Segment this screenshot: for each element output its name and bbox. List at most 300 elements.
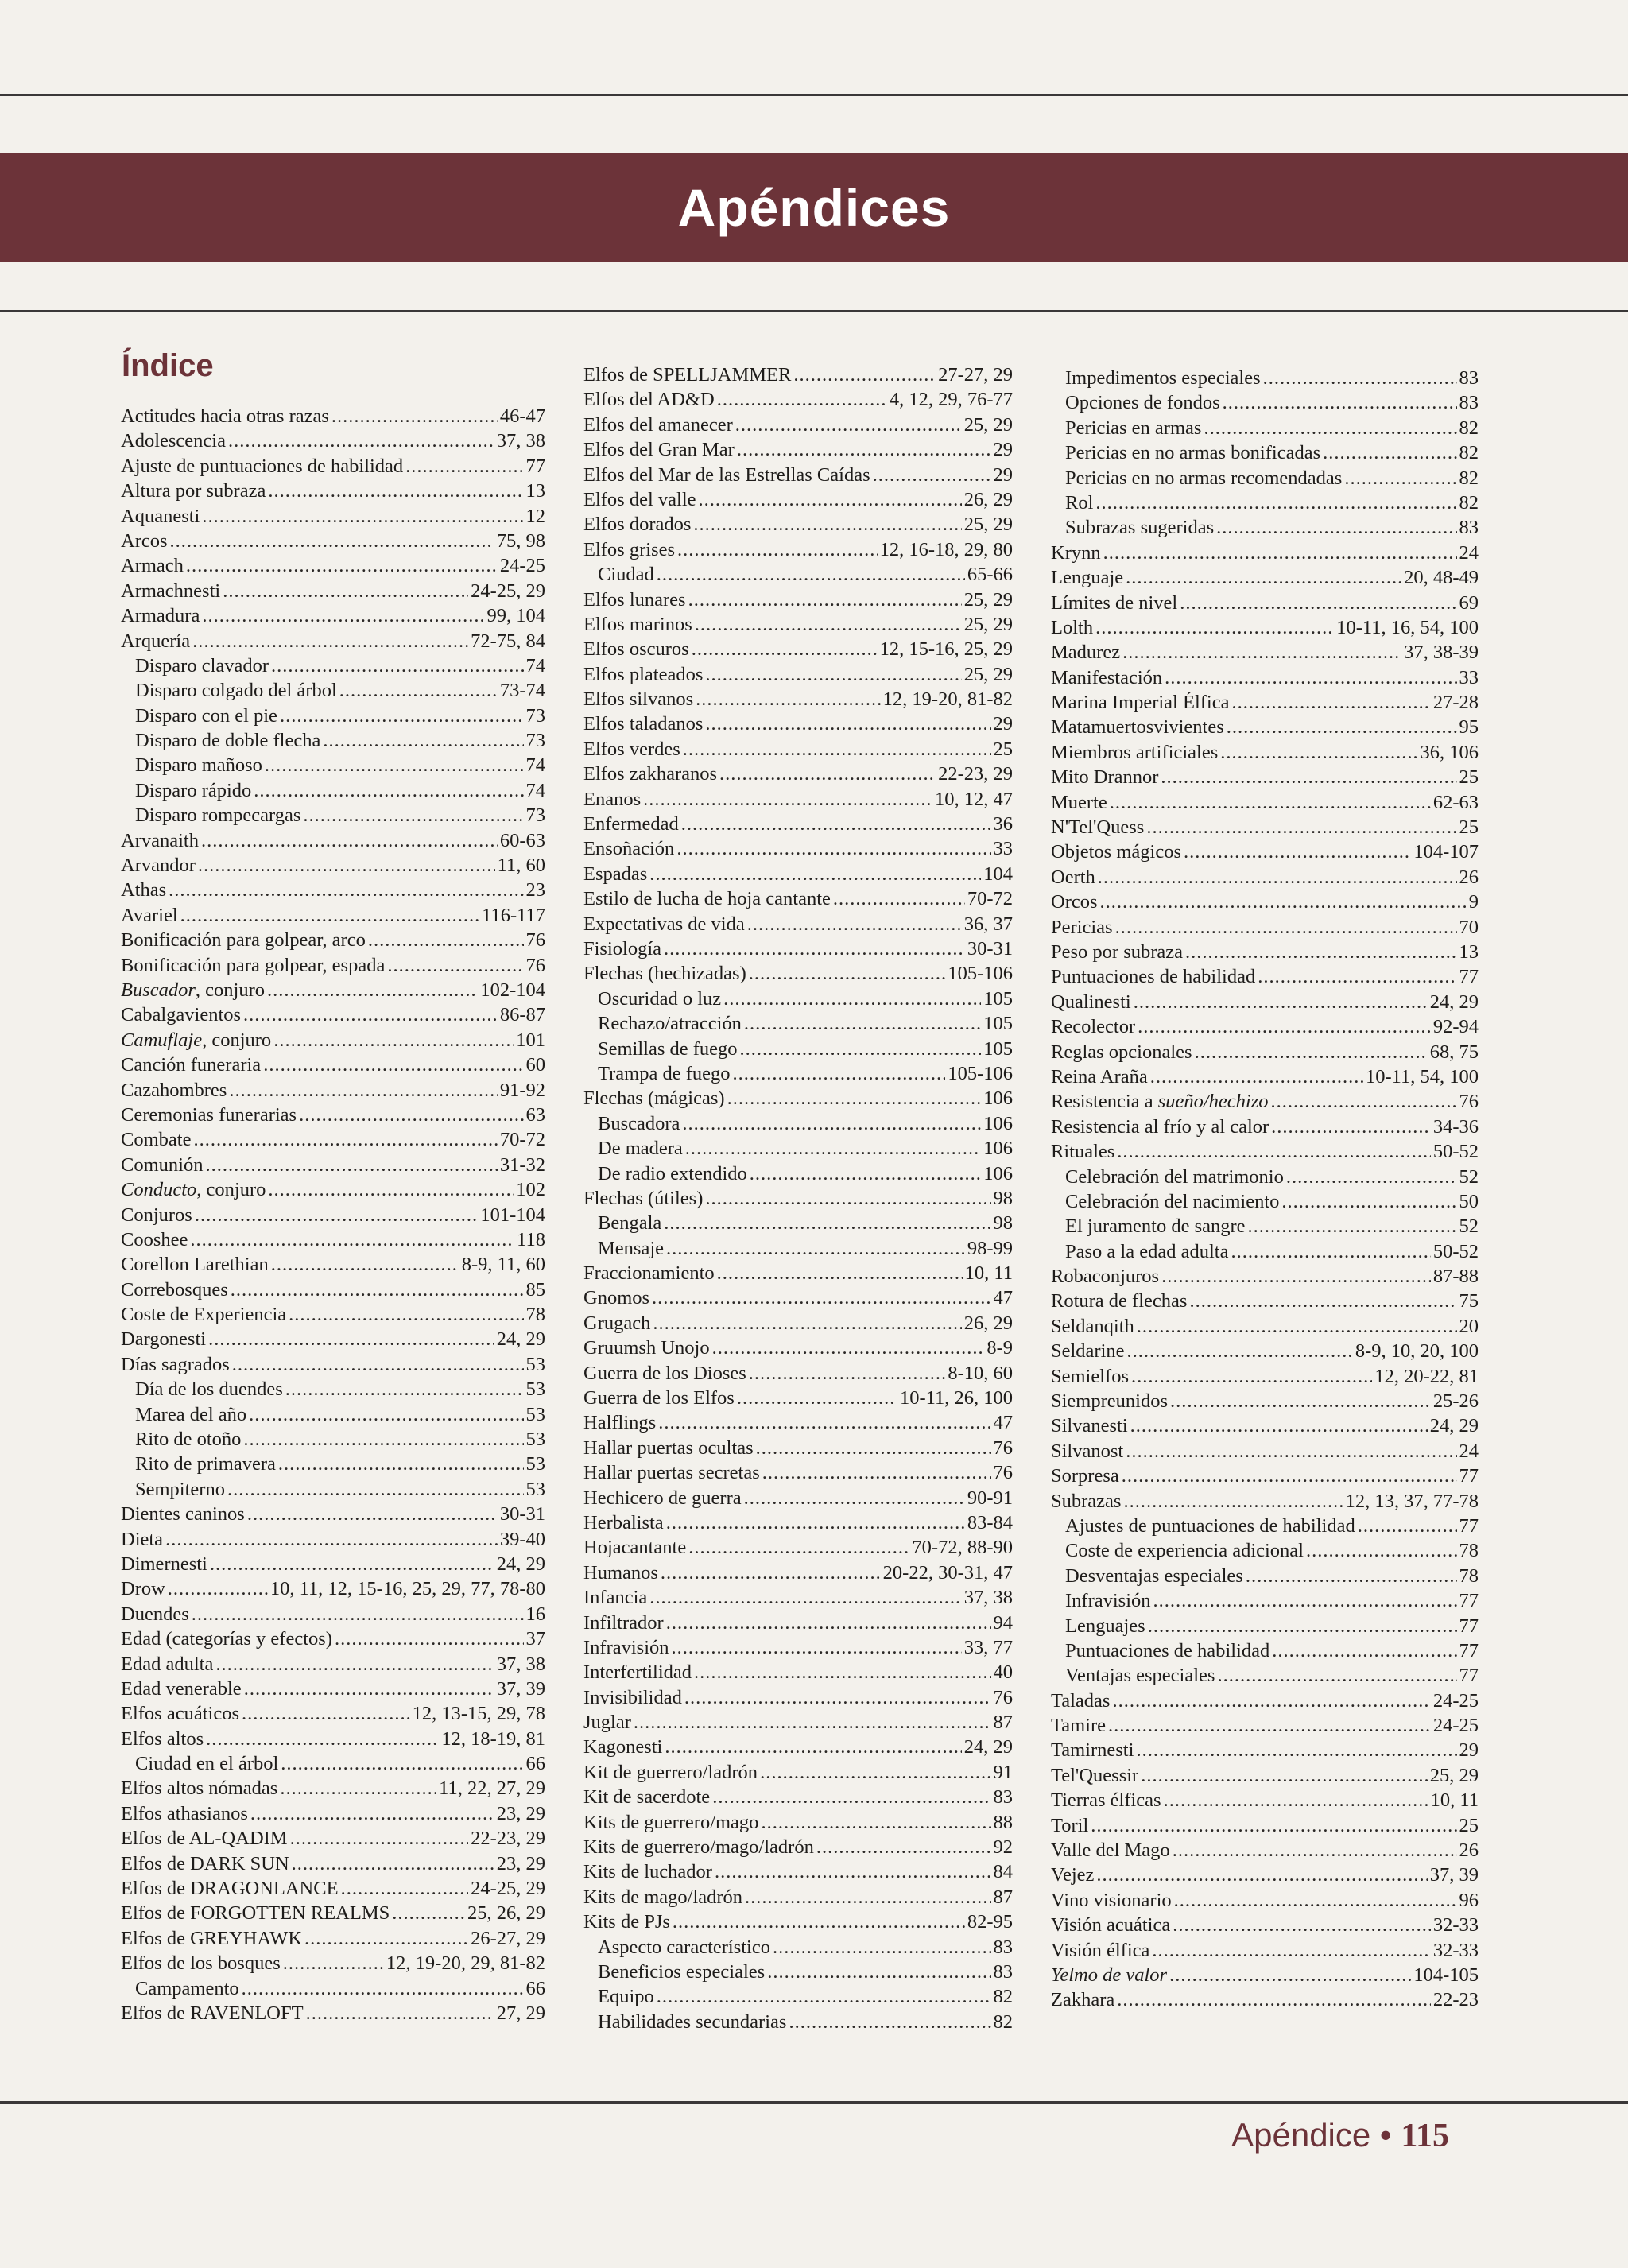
leader-dots [816, 1835, 991, 1859]
leader-dots [773, 1935, 991, 1960]
index-pages: 34-36 [1432, 1115, 1479, 1138]
index-term: Elfos de DRAGONLANCE [121, 1878, 339, 1900]
index-pages: 101 [516, 1029, 545, 1051]
index-entry [583, 1835, 1013, 1859]
index-pages: 102-104 [480, 979, 545, 1001]
leader-dots [1117, 1139, 1431, 1164]
index-pages: 40 [993, 1661, 1013, 1684]
leader-dots [1148, 1614, 1457, 1638]
index-term: Canción funeraria [121, 1054, 262, 1076]
index-pages: 25, 26, 29 [467, 1902, 545, 1925]
index-term: Adolescencia [121, 430, 226, 452]
index-term: Resistencia a sueño/hechizo [1051, 1091, 1269, 1113]
leader-dots [727, 1086, 982, 1111]
leader-dots [705, 662, 961, 687]
leader-dots [712, 1336, 985, 1360]
index-pages: 25-26 [1432, 1390, 1479, 1413]
index-term: Visión acuática [1051, 1914, 1171, 1937]
index-term: Edad venerable [121, 1677, 242, 1700]
index-pages: 50 [1459, 1190, 1479, 1212]
index-term: Bonificación para golpear, espada [121, 954, 386, 976]
index-entry [1051, 1115, 1479, 1139]
index-term: Orcos [1051, 891, 1098, 913]
index-term: Juglar [583, 1712, 631, 1734]
index-pages: 68, 75 [1429, 1041, 1479, 1063]
index-entry [121, 529, 545, 553]
index-term: Paso a la edad adulta [1065, 1240, 1229, 1262]
index-term: Combate [121, 1129, 192, 1151]
leader-dots [688, 587, 962, 612]
index-term: Disparo rápido [135, 779, 252, 801]
index-entry [583, 2010, 1013, 2034]
index-entry [121, 1502, 545, 1526]
leader-dots [193, 1127, 497, 1152]
index-term: Madurez [1051, 642, 1121, 664]
index-pages: 11, 60 [497, 855, 545, 877]
index-term: Flechas (mágicas) [583, 1087, 725, 1110]
index-pages: 10-11, 54, 100 [1366, 1065, 1479, 1087]
leader-dots [833, 886, 965, 911]
index-entry [583, 1960, 1013, 1984]
index-pages: 101-104 [480, 1204, 545, 1226]
leader-dots [793, 362, 936, 387]
index-pages: 52 [1459, 1215, 1479, 1238]
index-entry [1051, 1413, 1479, 1438]
index-pages: 10-11, 16, 54, 100 [1336, 616, 1479, 638]
leader-dots [210, 1552, 494, 1576]
index-entry [1051, 1264, 1479, 1289]
index-term: Celebración del nacimiento [1065, 1190, 1280, 1212]
leader-dots [760, 1760, 990, 1785]
index-entry [583, 1361, 1013, 1386]
index-pages: 24, 29 [963, 1736, 1013, 1758]
index-entry [583, 1984, 1013, 2009]
index-entry [583, 1535, 1013, 1560]
index-pages: 104-107 [1413, 841, 1479, 863]
index-pages: 9 [1468, 891, 1479, 913]
leader-dots [1112, 1688, 1430, 1713]
index-entry [583, 762, 1013, 786]
leader-dots [1195, 1040, 1428, 1064]
leader-dots [168, 1576, 268, 1601]
leader-dots [1108, 1713, 1431, 1738]
leader-dots [268, 479, 523, 503]
index-term: Día de los duendes [135, 1378, 283, 1401]
page-number: 115 [1401, 2118, 1449, 2154]
index-pages: 24-25 [1432, 1715, 1479, 1737]
index-pages: 12, 16-18, 29, 80 [879, 538, 1013, 560]
leader-dots [694, 1660, 990, 1685]
leader-dots [303, 803, 523, 828]
index-pages: 105-106 [948, 963, 1013, 985]
leader-dots [735, 413, 962, 437]
index-entry [121, 1127, 545, 1152]
leader-dots [1184, 839, 1411, 864]
index-entry [583, 987, 1013, 1011]
index-pages: 22-23 [1432, 1989, 1479, 2011]
index-term: Qualinesti [1051, 991, 1131, 1013]
index-pages: 73 [525, 704, 545, 727]
leader-dots [1223, 390, 1457, 415]
index-pages: 24-25 [1432, 1689, 1479, 1712]
index-term: Krynn [1051, 541, 1101, 564]
leader-dots [304, 1926, 468, 1951]
index-entry [121, 1976, 545, 2001]
index-entry [121, 1078, 545, 1103]
index-pages: 70-72, 88-90 [912, 1537, 1013, 1559]
index-pages: 65-66 [967, 564, 1013, 586]
index-term: Buscadora [598, 1112, 680, 1134]
index-pages: 62-63 [1432, 791, 1479, 813]
leader-dots [1258, 964, 1456, 989]
leader-dots [732, 1061, 945, 1086]
leader-dots [676, 836, 990, 861]
index-entry [583, 1086, 1013, 1111]
index-entry [121, 579, 545, 603]
index-pages: 99, 104 [486, 605, 545, 627]
index-entry [583, 1061, 1013, 1086]
index-pages: 10, 11 [964, 1262, 1013, 1285]
index-pages: 22-23, 29 [938, 763, 1013, 785]
index-entry [583, 1885, 1013, 1909]
index-term: Hojacantante [583, 1537, 687, 1559]
index-term: Pericias en no armas bonificadas [1065, 442, 1321, 464]
index-pages: 77 [1459, 1514, 1479, 1537]
index-pages: 8-10, 60 [948, 1362, 1013, 1384]
index-term: Aspecto característico [598, 1936, 770, 1958]
index-pages: 30-31 [499, 1503, 545, 1526]
leader-dots [265, 753, 524, 777]
leader-dots [1136, 1738, 1456, 1762]
leader-dots [1098, 865, 1457, 890]
index-term: Hechicero de guerra [583, 1487, 742, 1509]
index-term: Trampa de fuego [598, 1062, 731, 1084]
index-pages: 88 [993, 1811, 1013, 1833]
leader-dots [666, 1611, 991, 1635]
leader-dots [1169, 1963, 1411, 1987]
leader-dots [1095, 490, 1456, 515]
index-pages: 106 [983, 1162, 1013, 1184]
leader-dots [1180, 591, 1456, 615]
index-term: Infiltrador [583, 1611, 664, 1634]
index-entry [1051, 1289, 1479, 1313]
index-term: Elfos verdes [583, 738, 680, 760]
leader-dots [244, 1677, 494, 1701]
leader-dots [789, 2010, 990, 2034]
leader-dots [1150, 1064, 1363, 1089]
index-term: Elfos lunares [583, 588, 686, 611]
index-term: Elfos de los bosques [121, 1952, 281, 1975]
index-term: Oscuridad o luz [598, 987, 722, 1010]
leader-dots [1122, 640, 1401, 665]
index-term: Elfos grises [583, 538, 675, 560]
index-entry [121, 653, 545, 678]
leader-dots [749, 961, 946, 986]
index-term: Siempreunidos [1051, 1390, 1168, 1413]
index-pages: 77 [1459, 1665, 1479, 1687]
index-term: Ensoñación [583, 838, 675, 860]
index-entry [121, 1053, 545, 1077]
leader-dots [198, 853, 495, 878]
leader-dots [206, 1727, 439, 1751]
index-entry [583, 637, 1013, 661]
index-entry [1051, 1439, 1479, 1464]
index-term: Visión élfica [1051, 1939, 1150, 1961]
index-term: Enfermedad [583, 813, 679, 835]
index-term: Kit de guerrero/ladrón [583, 1761, 758, 1783]
leader-dots [1344, 466, 1456, 490]
index-term: Edad adulta [121, 1653, 214, 1675]
index-term: Kit de sacerdote [583, 1786, 711, 1809]
index-pages: 74 [525, 779, 545, 801]
index-entry [121, 553, 545, 578]
index-entry [583, 1136, 1013, 1161]
leader-dots [271, 653, 523, 678]
leader-dots [699, 487, 962, 512]
index-pages: 85 [525, 1278, 545, 1301]
leader-dots [280, 1776, 436, 1801]
index-entry [121, 1552, 545, 1576]
index-entry [1051, 1214, 1479, 1239]
index-entry [121, 928, 545, 952]
index-entry [1051, 1339, 1479, 1363]
index-pages: 63 [525, 1103, 545, 1126]
index-term: Rito de otoño [135, 1429, 242, 1451]
index-entry [583, 862, 1013, 886]
index-entry [583, 687, 1013, 711]
index-term: Marea del año [135, 1403, 247, 1425]
index-pages: 72-75, 84 [471, 630, 545, 652]
index-entry [1051, 1189, 1479, 1214]
index-term: Kagonesti [583, 1736, 663, 1758]
index-entry [583, 512, 1013, 537]
index-term: Taladas [1051, 1689, 1111, 1712]
index-pages: 25 [1459, 816, 1479, 839]
index-term: Edad (categorías y efectos) [121, 1628, 332, 1650]
index-term: Rotura de flechas [1051, 1290, 1188, 1312]
index-term: Elfos marinos [583, 613, 692, 635]
index-pages: 12, 13-15, 29, 78 [412, 1703, 545, 1725]
index-term: Coste de Experiencia [121, 1304, 287, 1326]
index-term: Ciudad [598, 564, 654, 586]
index-entry [583, 1436, 1013, 1460]
index-pages: 66 [525, 1977, 545, 1999]
index-column-3 [1051, 366, 1479, 2013]
leader-dots [292, 1851, 494, 1876]
index-term: Conducto, conjuro [121, 1179, 266, 1201]
index-term: Sempiterno [135, 1478, 225, 1500]
index-entry [583, 1336, 1013, 1360]
index-column-1 [121, 404, 545, 2026]
index-entry [121, 479, 545, 503]
leader-dots [1220, 740, 1417, 765]
index-term: Marina Imperial Élfica [1051, 692, 1230, 714]
index-entry [583, 961, 1013, 986]
index-pages: 37, 39 [496, 1677, 545, 1700]
index-entry [121, 1951, 545, 1975]
index-pages: 20, 48-49 [1404, 567, 1479, 589]
index-pages: 83 [1459, 367, 1479, 389]
index-pages: 26-27, 29 [471, 1927, 545, 1949]
index-entry [1051, 515, 1479, 540]
index-entry [1051, 615, 1479, 640]
leader-dots [249, 1402, 523, 1427]
leader-dots [202, 504, 523, 529]
index-term: Sorpresa [1051, 1465, 1119, 1487]
index-pages: 8-9, 10, 20, 100 [1355, 1340, 1479, 1363]
index-pages: 83-84 [967, 1511, 1013, 1533]
index-pages: 25 [993, 738, 1013, 760]
index-entry [583, 1410, 1013, 1435]
leader-dots [649, 1585, 962, 1610]
leader-dots [1161, 1264, 1431, 1289]
leader-dots [685, 1136, 981, 1161]
index-entry [1051, 1863, 1479, 1887]
index-entry [1051, 1538, 1479, 1563]
index-entry [583, 1285, 1013, 1310]
index-entry [1051, 690, 1479, 715]
index-pages: 12, 19-20, 81-82 [882, 688, 1013, 711]
index-entry [583, 1211, 1013, 1235]
index-entry [121, 1477, 545, 1502]
index-entry [121, 1377, 545, 1402]
index-pages: 91 [993, 1761, 1013, 1783]
index-entry [1051, 740, 1479, 765]
index-entry [583, 562, 1013, 587]
index-pages: 13 [1459, 940, 1479, 963]
index-term: Aquanesti [121, 505, 200, 527]
index-pages: 116-117 [482, 904, 545, 926]
leader-dots [281, 1751, 523, 1776]
index-pages: 23, 29 [496, 1852, 545, 1874]
index-term: Ajuste de puntuaciones de habilidad [121, 455, 404, 477]
index-term: Mito Drannor [1051, 766, 1159, 789]
index-pages: 8-9 [986, 1337, 1013, 1359]
index-entry [1051, 1788, 1479, 1812]
leader-dots [392, 1901, 465, 1925]
leader-dots [677, 537, 878, 562]
leader-dots [756, 1436, 991, 1460]
index-entry [121, 903, 545, 928]
index-entry [121, 1876, 545, 1901]
index-entry [583, 537, 1013, 562]
leader-dots [1281, 1189, 1456, 1214]
index-entry [1051, 1913, 1479, 1937]
index-entry [121, 1701, 545, 1726]
header-rule [0, 310, 1628, 312]
index-entry [121, 1901, 545, 1925]
leader-dots [223, 579, 468, 603]
index-entry [583, 1111, 1013, 1136]
index-pages: 78 [1459, 1540, 1479, 1562]
index-term: Seldarine [1051, 1340, 1125, 1363]
index-pages: 24-25 [499, 555, 545, 577]
leader-dots [1323, 440, 1456, 465]
index-entry [583, 836, 1013, 861]
index-pages: 83 [993, 1936, 1013, 1958]
index-entry [1051, 1838, 1479, 1863]
index-term: Reglas opcionales [1051, 1041, 1192, 1063]
index-pages: 73 [525, 730, 545, 752]
index-term: Subrazas sugeridas [1065, 517, 1215, 539]
index-pages: 26, 29 [963, 488, 1013, 510]
index-pages: 104 [983, 863, 1013, 885]
index-entry [1051, 765, 1479, 789]
index-term: Dieta [121, 1528, 164, 1550]
leader-dots [339, 678, 498, 703]
index-term: Interfertilidad [583, 1661, 692, 1684]
index-pages: 22-23, 29 [471, 1828, 545, 1850]
index-pages: 24, 29 [1429, 1415, 1479, 1437]
index-term: Dimernesti [121, 1553, 207, 1575]
index-pages: 90-91 [967, 1487, 1013, 1509]
index-column-2 [583, 362, 1013, 2034]
index-entry [583, 1710, 1013, 1735]
leader-dots [243, 1427, 523, 1452]
leader-dots [368, 928, 524, 952]
index-entry [121, 1452, 545, 1476]
leader-dots [1263, 366, 1457, 390]
index-pages: 30-31 [967, 937, 1013, 960]
index-entry [583, 1909, 1013, 1934]
index-pages: 10, 11 [1430, 1789, 1479, 1812]
index-term: Semielfos [1051, 1365, 1129, 1387]
index-term: Camuflaje, conjuro [121, 1029, 272, 1051]
index-pages: 50-52 [1432, 1240, 1479, 1262]
index-term: Estilo de lucha de hoja cantante [583, 888, 831, 910]
leader-dots [1096, 1863, 1427, 1887]
header-band [0, 153, 1628, 262]
leader-dots [278, 1452, 524, 1476]
index-pages: 25, 29 [1429, 1764, 1479, 1786]
index-entry [1051, 1564, 1479, 1588]
index-pages: 78 [1459, 1564, 1479, 1587]
index-term: Puntuaciones de habilidad [1051, 966, 1256, 988]
index-term: Ventajas especiales [1065, 1665, 1215, 1687]
index-pages: 69 [1459, 591, 1479, 614]
leader-dots [331, 404, 498, 428]
index-term: Arcos [121, 529, 168, 552]
index-entry [1051, 1888, 1479, 1913]
index-entry [1051, 490, 1479, 515]
index-pages: 47 [993, 1412, 1013, 1434]
leader-dots [657, 562, 965, 587]
index-term: Elfos de FORGOTTEN REALMS [121, 1902, 390, 1925]
index-pages: 98 [993, 1187, 1013, 1209]
leader-dots [202, 603, 484, 628]
index-entry [121, 1177, 545, 1202]
index-term: Fisiología [583, 937, 662, 960]
leader-dots [1091, 1813, 1456, 1838]
index-term: Dientes caninos [121, 1503, 245, 1526]
index-pages: 12, 13, 37, 77-78 [1345, 1490, 1479, 1512]
leader-dots [1100, 890, 1467, 914]
leader-dots [387, 953, 523, 978]
leader-dots [1141, 1763, 1428, 1788]
index-pages: 29 [993, 713, 1013, 735]
index-term: Yelmo de valor [1051, 1964, 1168, 1986]
leader-dots [247, 1502, 498, 1526]
leader-dots [712, 1785, 990, 1809]
index-term: Semillas de fuego [598, 1037, 738, 1060]
index-entry [121, 2001, 545, 2026]
index-pages: 82 [1459, 491, 1479, 514]
leader-dots [744, 1011, 981, 1036]
index-pages: 102 [516, 1179, 545, 1201]
index-pages: 76 [993, 1462, 1013, 1484]
index-pages: 36, 106 [1420, 741, 1479, 763]
index-entry [583, 812, 1013, 836]
